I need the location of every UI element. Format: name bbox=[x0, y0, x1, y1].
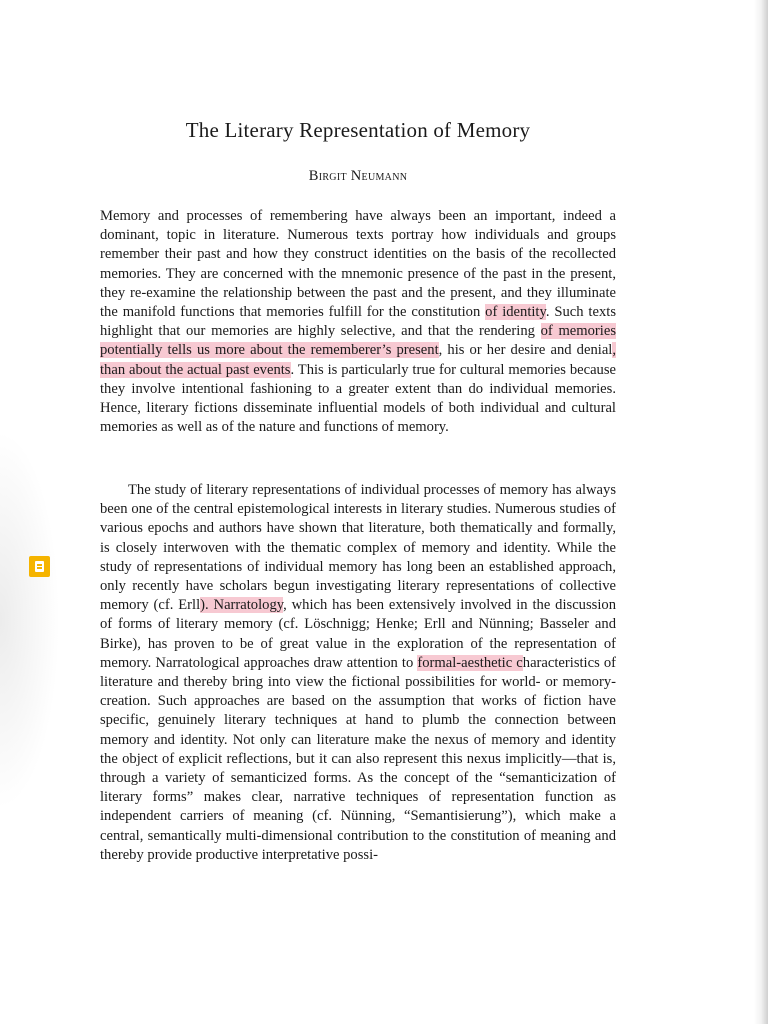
text-span: . This is particularly true for cultural memories because they involve intentional fashioning to a greater extent than do individual memories. Hence, literary fictions disseminate influential models of both individual and cultural memories as well as of the nature and functions of memory. bbox=[100, 361, 617, 436]
text-span: , which has been extensively involved in the discussion of forms of literary memory (cf. Löschnigg; Henke; Erll and Nünning; Basseler and Birke), has proven to be of great value in the exploration of the representation of memory. Narratological approaches draw attention to bbox=[100, 597, 616, 671]
paragraph-1 bbox=[100, 207, 616, 437]
author-name: Birgit Neumann bbox=[308, 168, 408, 184]
text-span: haracteristics of literature and thereby bring into view the fictional possibilities for world- or memory-creation. Such approaches are based on the assumption that works of fiction have specific, genuinely literary techniques at hand to plumb the connection between memory and identity. Not only can literature make the nexus of memory and identity the object of explicit reflections, but it can also represent this nexus implicitly—that is, through a variety of semanticized forms. As the concept of the “semanticization of literary forms” makes clear, narrative techniques of representation function as independent carriers of meaning (cf. Nünning, “Semantisierung”), which make a central, semantically multi-dimensional contribution to the constitution of meaning and thereby provide productive interpretative possi- bbox=[100, 654, 617, 863]
text-span: . Such texts highlight that our memories are highly selective, and that the rendering bbox=[100, 304, 616, 340]
text-span: , his or her desire and denial bbox=[438, 342, 613, 359]
highlight[interactable]: ). Narratology bbox=[200, 597, 284, 614]
scan-page-edge bbox=[754, 0, 768, 1024]
paragraph-2 bbox=[100, 481, 616, 865]
highlight[interactable]: of identity bbox=[485, 304, 546, 321]
text-span: The study of literary representations of individual processes of memory has always been one of the central epistemological interests in literary studies. Numerous studies of various epochs and authors have shown that literature, both thematically and formally, is closely interwoven with the thematic complex of memory and identity. While the study of representations of individual memory has long been an established approach, only recently have scholars begun investigating literary representations of collective memory (cf. Erll bbox=[100, 482, 616, 614]
text-span: Memory and processes of remembering have always been an important, indeed a dominant, topic in literature. Numerous texts portray how individuals and groups remember their past and how they construct identities on the basis of the recollected memories. They are concerned with the mnemonic presence of the past in the present, they re-examine the relationship between the past and the present, and they illuminate the manifold functions that memories fulfill for the constitution bbox=[100, 208, 616, 321]
paper-title: The Literary Representation of Memory bbox=[185, 118, 531, 142]
highlight[interactable]: of memories potentially tells us more about the rememberer’s present bbox=[100, 323, 616, 359]
highlight[interactable]: , than about the actual past events bbox=[100, 342, 617, 378]
annotation-note-button[interactable] bbox=[29, 556, 50, 577]
highlight[interactable]: formal-aesthetic c bbox=[417, 654, 523, 671]
scan-shadow bbox=[0, 430, 60, 810]
note-icon bbox=[35, 561, 44, 572]
